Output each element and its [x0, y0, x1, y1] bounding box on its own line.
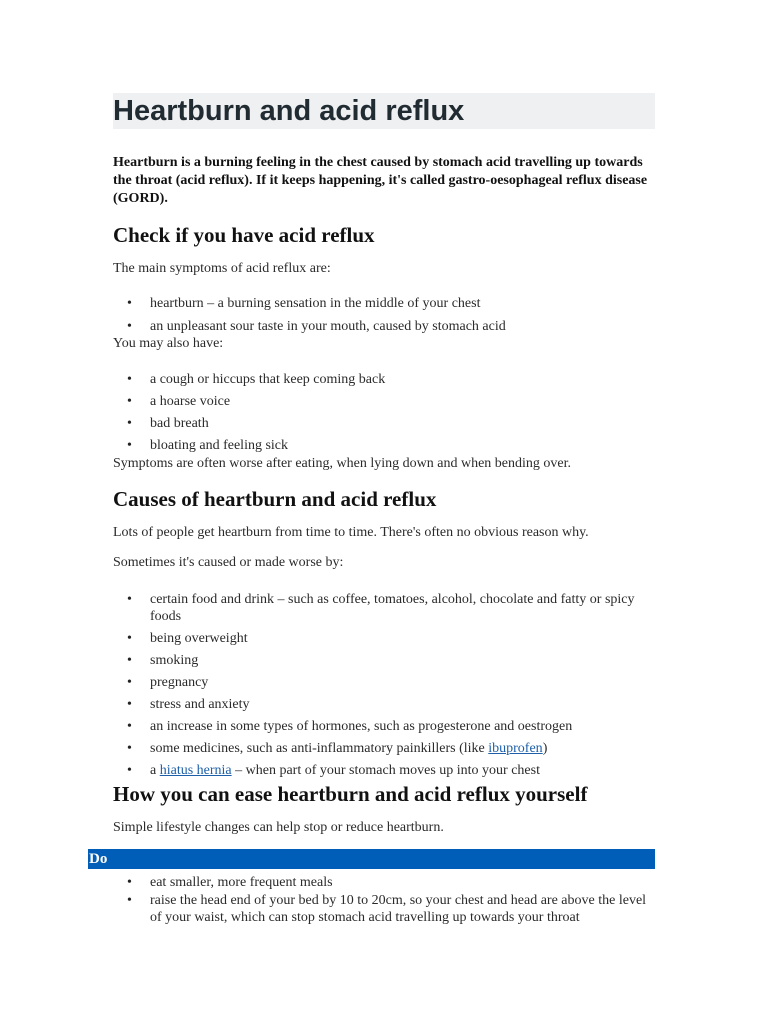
list-item-text: an unpleasant sour taste in your mouth, caused by stomach acid: [150, 319, 506, 334]
list-item-text: pregnancy: [150, 675, 209, 690]
list-item-text: a: [150, 763, 160, 778]
list-item: [113, 630, 655, 647]
bullet-icon: •: [127, 394, 132, 409]
list-item: [113, 696, 655, 713]
bullet-icon: •: [127, 653, 132, 668]
list-item: [113, 674, 655, 691]
do-header-bar: [88, 849, 655, 869]
bullet-icon: •: [127, 763, 132, 778]
bullet-icon: •: [127, 719, 132, 734]
bullet-icon: •: [127, 592, 132, 607]
other-symptoms-list: [113, 371, 655, 454]
bullet-icon: •: [127, 697, 132, 712]
main-symptoms-list: [113, 295, 655, 335]
bullet-icon: •: [127, 631, 132, 646]
bullet-icon: •: [127, 372, 132, 387]
list-item-text: – when part of your stomach moves up into your chest: [231, 763, 540, 778]
list-item: [113, 718, 655, 735]
list-item: [113, 762, 655, 779]
bullet-icon: •: [127, 296, 132, 311]
list-item: [113, 318, 655, 335]
list-item-text: being overweight: [150, 631, 248, 646]
do-label: Do: [89, 851, 108, 867]
hiatus-hernia-link[interactable]: hiatus hernia: [159, 763, 232, 778]
bullet-icon: •: [127, 675, 132, 690]
list-item-text: stress and anxiety: [150, 697, 250, 712]
bullet-icon: •: [127, 416, 132, 431]
list-item: [113, 892, 655, 926]
symptoms-worse-note: Symptoms are often worse after eating, when lying down and when bending over.: [113, 456, 572, 471]
list-item-text: an increase in some types of hormones, such as progesterone and oestrogen: [150, 719, 573, 734]
ease-heading: How you can ease heartburn and acid reflux yourself: [113, 782, 588, 806]
list-item: [113, 295, 655, 312]
list-item: [113, 393, 655, 410]
list-item-text: raise the head end of your bed by 10 to 20cm, so your chest and head are above the level of your waist, which can stop stomach acid travelling up towards your throat: [150, 893, 647, 925]
bullet-icon: •: [127, 875, 132, 890]
causes-lead: Sometimes it's caused or made worse by:: [113, 555, 344, 570]
list-item: [113, 591, 650, 625]
list-item-text: eat smaller, more frequent meals: [150, 875, 333, 890]
list-item: [113, 437, 655, 454]
list-item-text: some medicines, such as anti-inflammatory painkillers (like: [150, 741, 489, 756]
list-item-text: a cough or hiccups that keep coming back: [150, 372, 386, 387]
page-title: Heartburn and acid reflux: [113, 95, 465, 127]
list-item-text: certain food and drink – such as coffee, tomatoes, alcohol, chocolate and fatty or spicy foods: [150, 592, 635, 624]
list-item: [113, 874, 655, 891]
list-item-text: bloating and feeling sick: [150, 438, 289, 453]
ibuprofen-link[interactable]: ibuprofen: [488, 741, 543, 756]
list-item-text: a hoarse voice: [150, 394, 231, 409]
also-lead: You may also have:: [113, 336, 224, 351]
bullet-icon: •: [127, 741, 132, 756]
bullet-icon: •: [127, 893, 132, 908]
list-item-text: bad breath: [150, 416, 209, 431]
causes-paragraph: Lots of people get heartburn from time to time. There's often no obvious reason why.: [113, 525, 589, 540]
list-item: [113, 652, 655, 669]
check-heading: Check if you have acid reflux: [113, 223, 375, 247]
bullet-icon: •: [127, 319, 132, 334]
list-item-text: smoking: [150, 653, 199, 668]
list-item-text: heartburn – a burning sensation in the middle of your chest: [150, 296, 481, 311]
causes-list: [113, 591, 655, 779]
list-item: [113, 740, 655, 757]
check-lead: The main symptoms of acid reflux are:: [113, 261, 331, 276]
do-list: [113, 874, 655, 926]
list-item: [113, 415, 655, 432]
causes-heading: Causes of heartburn and acid reflux: [113, 487, 437, 511]
ease-lead: Simple lifestyle changes can help stop or reduce heartburn.: [113, 820, 444, 835]
list-item-text: ): [542, 741, 548, 756]
intro-paragraph: Heartburn is a burning feeling in the chest caused by stomach acid travelling up towards the throat (acid reflux). If it keeps happening, it's called gastro-oesophageal reflux disease (GORD).: [113, 155, 648, 206]
bullet-icon: •: [127, 438, 132, 453]
list-item: [113, 371, 655, 388]
